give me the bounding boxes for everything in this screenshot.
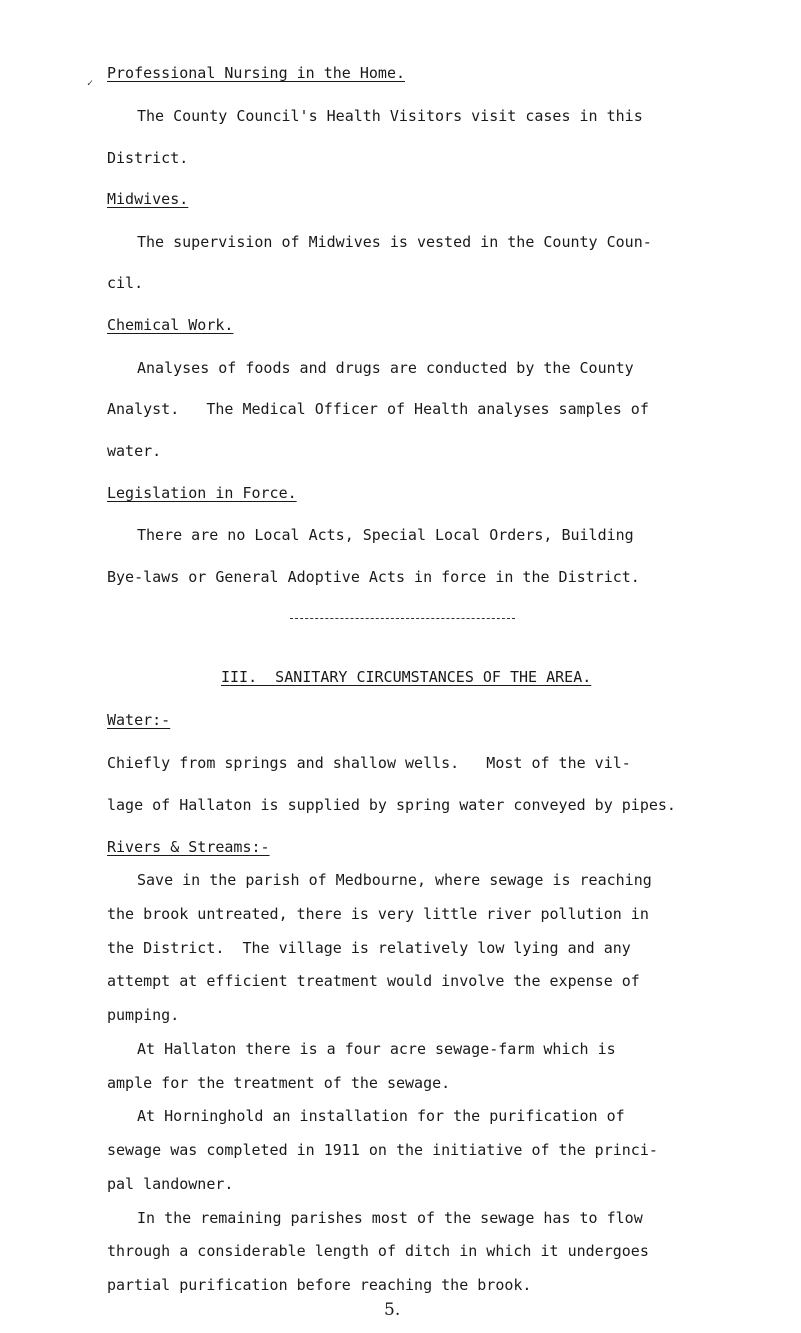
paragraph-line: lage of Hallaton is supplied by spring water conveyed by pipes.	[107, 796, 676, 814]
paragraph-line: cil.	[107, 274, 144, 292]
paragraph-line: Save in the parish of Medbourne, where sewage is reaching	[137, 871, 652, 889]
section-divider	[290, 618, 515, 619]
paragraph-line: ample for the treatment of the sewage.	[107, 1074, 451, 1092]
paragraph-line: District.	[107, 149, 189, 167]
paragraph-line: In the remaining parishes most of the sewage has to flow	[137, 1209, 643, 1227]
paragraph-line: pumping.	[107, 1006, 180, 1024]
paragraph-line: Bye-laws or General Adoptive Acts in force in the District.	[107, 568, 640, 586]
paragraph-line: Analyses of foods and drugs are conducted by the County	[137, 359, 634, 377]
paragraph-line: the District. The village is relatively low lying and any	[107, 939, 631, 957]
heading-water: Water:-	[107, 711, 171, 729]
paragraph-line: pal landowner.	[107, 1175, 234, 1193]
page-number: 5.	[384, 1300, 401, 1320]
paragraph-line: At Hallaton there is a four acre sewage-farm which is	[137, 1040, 616, 1058]
paragraph-line: Analyst. The Medical Officer of Health analyses samples of	[107, 400, 649, 418]
heading-rivers-streams: Rivers & Streams:-	[107, 838, 270, 856]
paragraph-line: water.	[107, 442, 162, 460]
paragraph-line: through a considerable length of ditch in which it undergoes	[107, 1242, 649, 1260]
paragraph-line: the brook untreated, there is very little river pollution in	[107, 905, 649, 923]
margin-tick-mark: ✓	[87, 78, 94, 89]
paragraph-line: sewage was completed in 1911 on the initiative of the princi-	[107, 1141, 658, 1159]
paragraph-line: The County Council's Health Visitors visit cases in this	[137, 107, 643, 125]
heading-legislation: Legislation in Force.	[107, 484, 297, 502]
paragraph-line: There are no Local Acts, Special Local Orders, Building	[137, 526, 634, 544]
heading-nursing: Professional Nursing in the Home.	[107, 64, 406, 82]
heading-sanitary-circumstances: III. SANITARY CIRCUMSTANCES OF THE AREA.	[221, 668, 592, 686]
heading-midwives: Midwives.	[107, 190, 189, 208]
paragraph-line: The supervision of Midwives is vested in the County Coun-	[137, 233, 652, 251]
paragraph-line: At Horninghold an installation for the purification of	[137, 1107, 625, 1125]
heading-chemical-work: Chemical Work.	[107, 316, 234, 334]
paragraph-line: attempt at efficient treatment would involve the expense of	[107, 972, 640, 990]
paragraph-line: Chiefly from springs and shallow wells. Most of the vil-	[107, 754, 631, 772]
paragraph-line: partial purification before reaching the brook.	[107, 1276, 532, 1294]
